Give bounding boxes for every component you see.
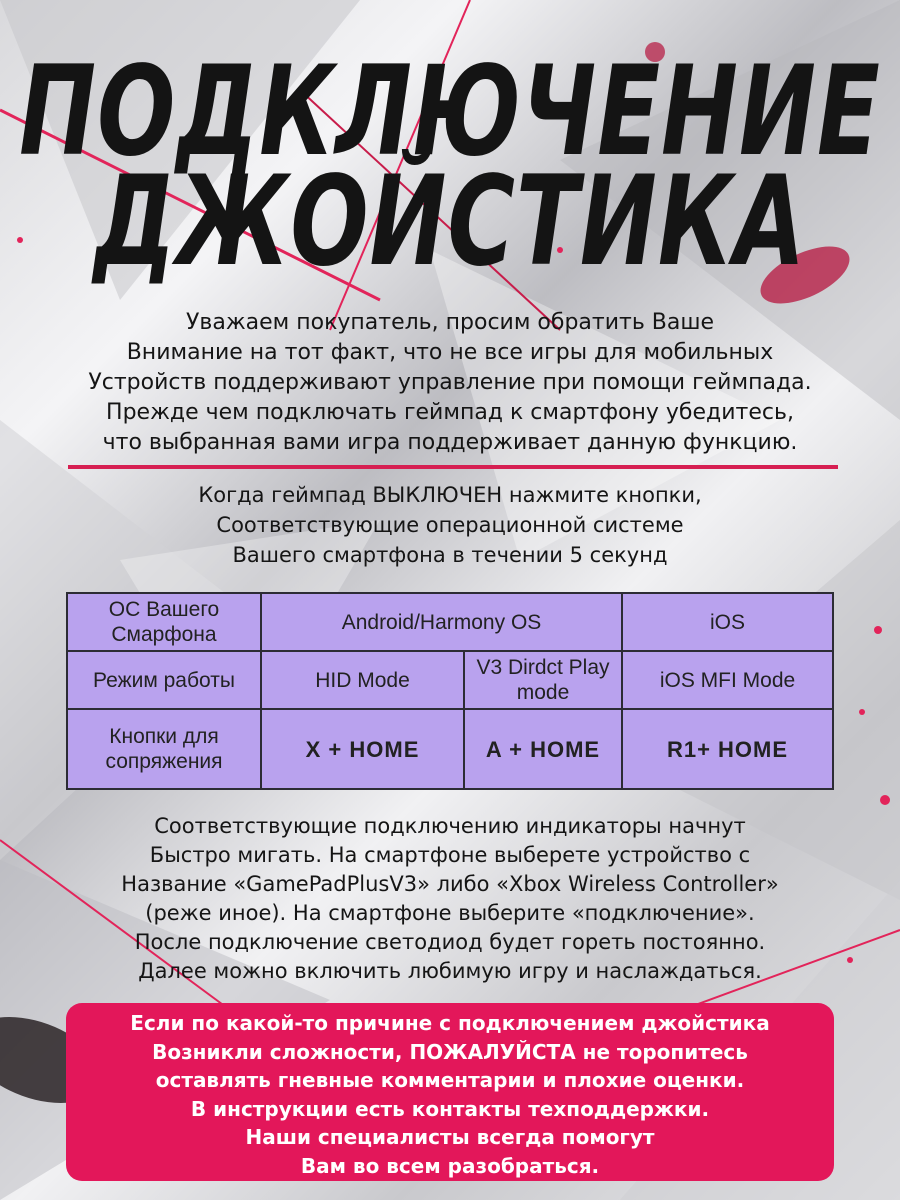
table-row [67, 593, 833, 651]
notice-line: В инструкции есть контакты техподдержки. [190, 1096, 710, 1121]
intro-line: Устройств поддерживают управление при помощи геймпада. [88, 370, 812, 395]
notice-line: Если по какой-то причине с подключением джойстика [130, 1011, 770, 1035]
hid-keys-cell: X + HOME [261, 709, 464, 789]
notice-line: Возникли сложности, ПОЖАЛУЙСТА не торопитесь [152, 1039, 748, 1064]
intro-line: что выбранная вами игра поддерживает данную функцию. [102, 430, 798, 455]
instruction-line: Вашего смартфона в течении 5 секунд [232, 543, 668, 567]
intro-line: Внимание на тот факт, что не все игры для мобильных [126, 340, 774, 365]
mode-label-cell: Режим работы [67, 651, 261, 709]
support-notice-box [66, 1003, 834, 1181]
ios-header-cell: iOS [622, 593, 833, 651]
connection-line: (реже иное). На смартфоне выберите «подключение». [145, 901, 755, 925]
connection-line: Соответствующие подключению индикаторы начнут [154, 814, 746, 838]
connection-line: Быстро мигать. На смартфоне выберете устройство с [149, 843, 751, 867]
ios-keys-cell: R1+ HOME [622, 709, 833, 789]
intro-text [40, 308, 860, 458]
ios-mode-cell: iOS MFI Mode [622, 651, 833, 709]
v3-mode-cell: V3 Dirdct Play mode [464, 651, 622, 709]
intro-line: Уважаем покупатель, просим обратить Ваше [185, 310, 715, 335]
os-header-cell: ОС Вашего Смарфона [67, 593, 261, 651]
notice-line: оставлять гневные комментарии и плохие оценки. [155, 1068, 745, 1092]
connection-line: После подключение светодиод будет гореть постоянно. [134, 930, 766, 954]
pairing-table [66, 592, 834, 790]
connection-line: Далее можно включить любимую игру и наслаждаться. [138, 959, 762, 983]
v3-keys-cell: A + HOME [464, 709, 622, 789]
table-row [67, 709, 833, 789]
section-divider [68, 465, 838, 469]
connection-text [30, 812, 870, 986]
page-title-line-1: ПОДКЛЮЧЕНИЕ [19, 39, 881, 184]
instruction-line: Соответствующие операционной системе [216, 513, 684, 537]
page-title-line-2: ДЖОЙСТИКА [93, 149, 807, 294]
android-header-cell: Android/Harmony OS [261, 593, 622, 651]
buttons-label-cell: Кнопки для сопряжения [67, 709, 261, 789]
instruction-line: Когда геймпад ВЫКЛЮЧЕН нажмите кнопки, [198, 483, 702, 507]
table-row [67, 651, 833, 709]
pairing-instructions [40, 480, 860, 570]
hid-mode-cell: HID Mode [261, 651, 464, 709]
notice-line: Вам во всем разобраться. [300, 1153, 600, 1178]
notice-line: Наши специалисты всегда помогут [245, 1125, 655, 1149]
connection-line: Название «GamePadPlusV3» либо «Xbox Wireless Controller» [121, 872, 779, 896]
intro-line: Прежде чем подключать геймпад к смартфону убедитесь, [106, 400, 794, 425]
